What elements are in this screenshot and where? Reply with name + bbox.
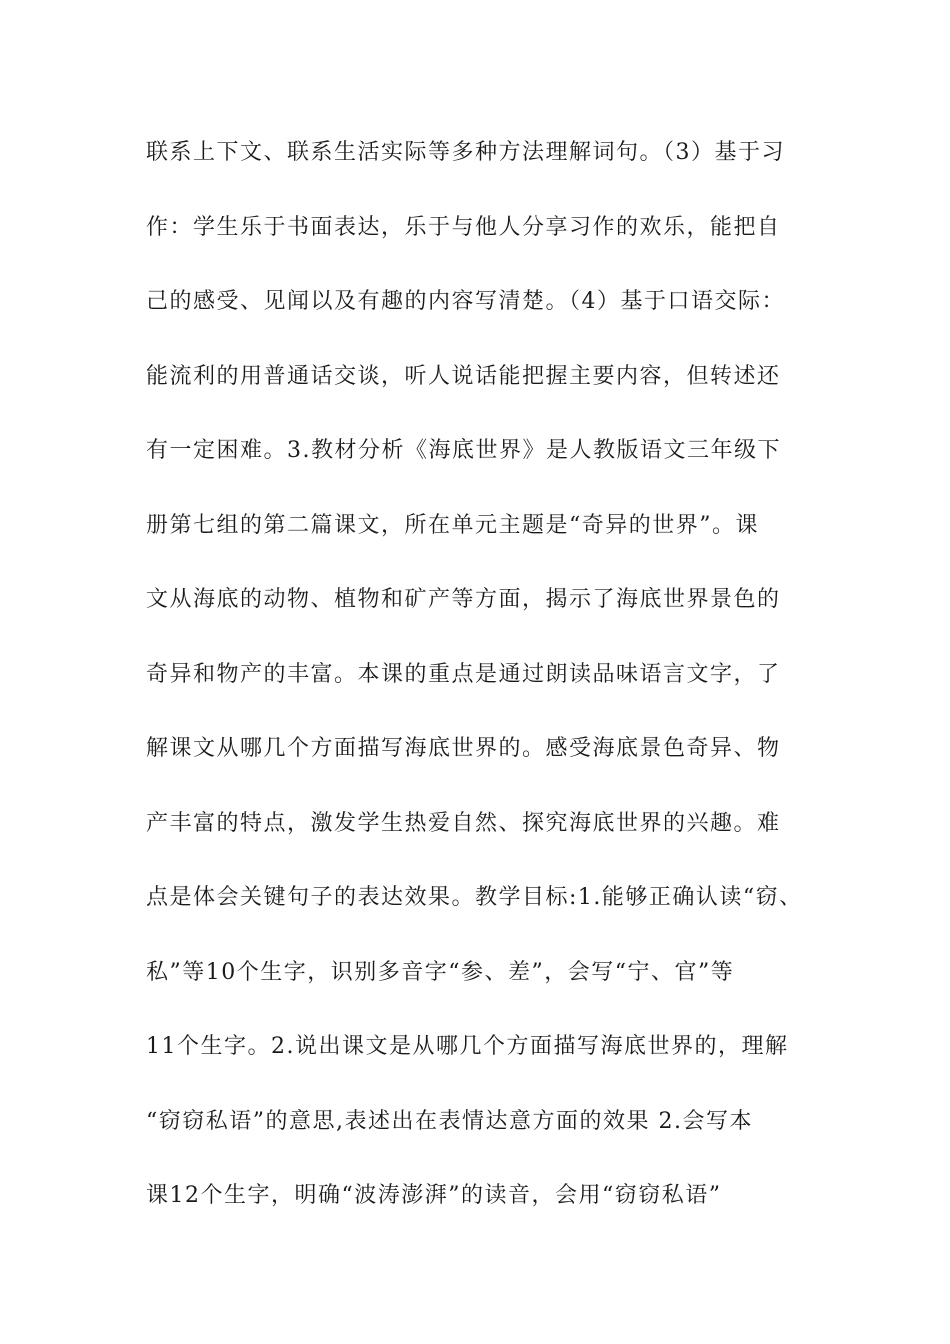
text-line: 册第七组的第二篇课文，所在单元主题是“奇异的世界”。课 <box>146 512 759 538</box>
body-text <box>146 132 826 1250</box>
text-line: 私”等10个生字，识别多音字“参、差”，会写“宁、官”等 <box>146 959 735 985</box>
text-line: 文从海底的动物、植物和矿产等方面，揭示了海底世界景色的 <box>146 587 781 612</box>
text-line: 作：学生乐于书面表达，乐于与他人分享习作的欢乐，能把自 <box>146 214 781 240</box>
text-line: 产丰富的特点，激发学生热爱自然、探究海底世界的兴趣。难 <box>146 810 781 836</box>
text-line: 联系上下文、联系生活实际等多种方法理解词句。（3）基于习 <box>146 140 785 165</box>
text-line: 奇异和物产的丰富。本课的重点是通过朗读品味语言文字，了 <box>146 661 781 687</box>
text-line: 点是体会关键句子的表达效果。教学目标:1.能够正确认读“窃、 <box>146 885 803 910</box>
text-line: 解课文从哪几个方面描写海底世界的。感受海底景色奇异、物 <box>146 736 781 761</box>
text-line: “窃窃私语”的意思,表述出在表情达意方面的效果 2.会写本 <box>146 1108 753 1134</box>
text-line: 能流利的用普通话交谈，听人说话能把握主要内容，但转述还 <box>146 363 781 389</box>
text-line: 11个生字。2.说出课文是从哪几个方面描写海底世界的，理解 <box>146 1034 789 1059</box>
text-line: 己的感受、见闻以及有趣的内容写清楚。（4）基于口语交际： <box>146 289 785 314</box>
text-line: 有一定困难。3.教材分析《海底世界》是人教版语文三年级下 <box>146 438 781 463</box>
text-line: 课12个生字，明确“波涛澎湃”的读音，会用“窃窃私语” <box>146 1183 722 1208</box>
